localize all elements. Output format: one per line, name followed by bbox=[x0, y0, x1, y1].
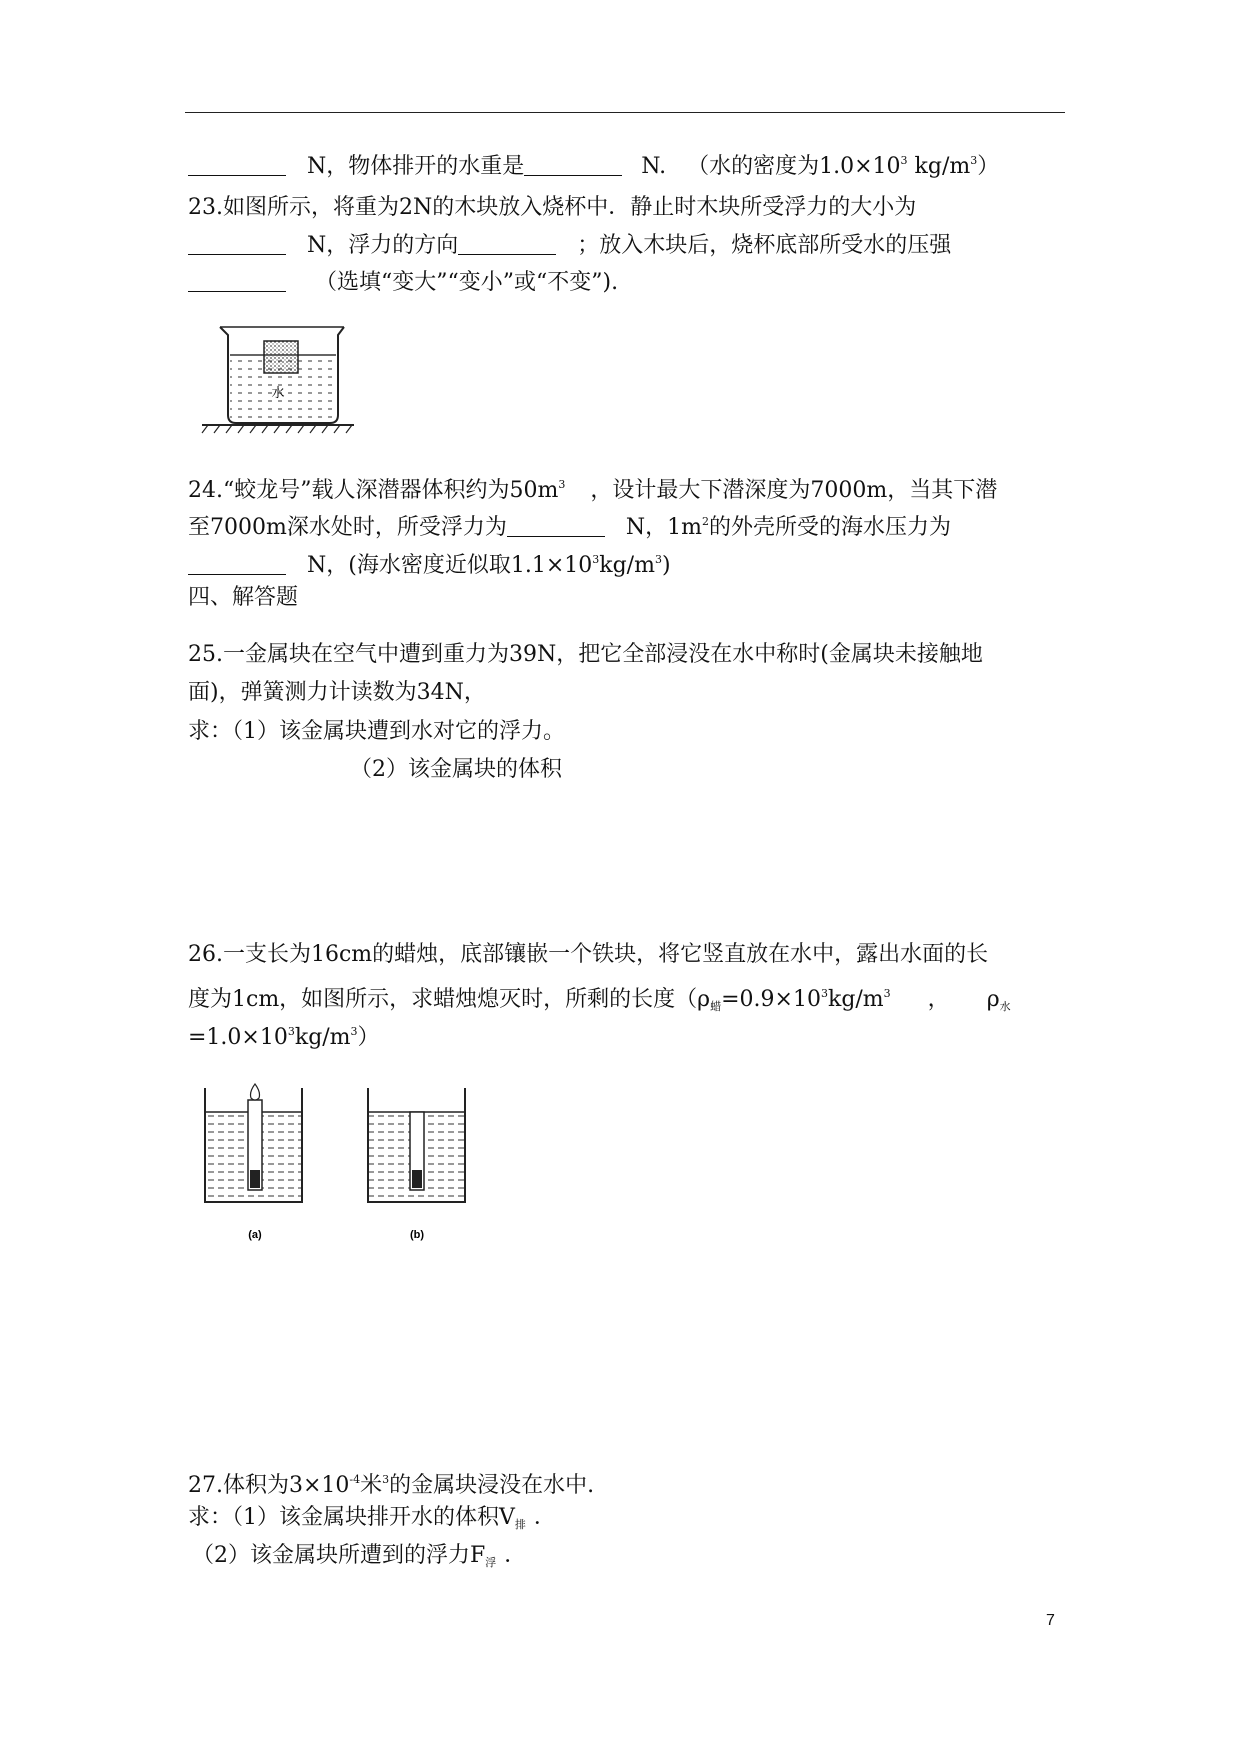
figure-a-label: (a) bbox=[248, 1229, 262, 1241]
candle-figure-b bbox=[368, 1088, 465, 1241]
candle-figure-a bbox=[205, 1084, 302, 1241]
section-title: 四、解答题 bbox=[188, 585, 299, 610]
q27-line-3: （2）该金属块所遭到的浮力$F_浮$ ． bbox=[192, 1543, 527, 1569]
answer-blank[interactable] bbox=[458, 232, 556, 255]
q24-line-2: 至7000m深水处时，所受浮力为 N，$1m^2$的外壳所受的海水压力为 bbox=[188, 515, 951, 540]
q26-line-3: $=1.0\times 10^3kg/m^3$） bbox=[188, 1025, 380, 1050]
q26-line-1: 26.一支长为16cm的蜡烛，底部镶嵌一个铁块，将它竖直放在水中，露出水面的长 bbox=[188, 942, 989, 967]
q25-line-2: 面)，弹簧测力计读数为34N， bbox=[188, 680, 486, 705]
q27-line-1: 27.体积为$3\times 10^{-4}$米$^3$的金属块浸没在水中. bbox=[188, 1473, 595, 1498]
q25-line-1: 25.一金属块在空气中遭到重力为39N，把它全部浸没在水中称时(金属块未接触地 bbox=[188, 642, 983, 667]
header-rule bbox=[185, 112, 1065, 113]
page-number: 7 bbox=[1046, 1612, 1055, 1629]
q25-line-3: 求：（1）该金属块遭到水对它的浮力。 bbox=[188, 719, 565, 744]
q25-line-4: （2）该金属块的体积 bbox=[350, 757, 562, 782]
q24-line-3: N，(海水密度近似取$1.1\times 10^3kg/m^3$) bbox=[188, 545, 671, 581]
q24-line-1: 24.“蛟龙号”载人深潜器体积约为$50m^3$ ，设计最大下潜深度为7000m，当其下潜 bbox=[188, 478, 998, 503]
answer-blank[interactable] bbox=[524, 153, 622, 176]
ground-hatch bbox=[202, 425, 352, 433]
candle-figures bbox=[198, 1080, 478, 1250]
answer-blank[interactable] bbox=[188, 153, 286, 176]
flame bbox=[251, 1084, 260, 1100]
answer-blank[interactable] bbox=[188, 552, 286, 575]
iron-block bbox=[412, 1170, 422, 1188]
q22-line: N，物体排开的水重是 N. （水的密度为$1.0\times 10^3$ $kg/m^3$） bbox=[188, 146, 999, 182]
wood-block bbox=[264, 341, 298, 373]
answer-blank[interactable] bbox=[507, 514, 605, 537]
answer-blank[interactable] bbox=[188, 269, 286, 292]
q27-line-2: 求：（1）该金属块排开水的体积$V_排$ ． bbox=[188, 1505, 556, 1531]
q26-line-2: 度为1cm，如图所示，求蜡烛熄灭时，所剩的长度（$\rho_蜡=0.9\times 10^3kg/m^3$ ， $\rho_水$ bbox=[188, 987, 1011, 1013]
beaker-figure bbox=[198, 317, 358, 442]
q23-line-2: N，浮力的方向 ；放入木块后，烧杯底部所受水的压强 bbox=[188, 231, 951, 261]
q23-line-1: 23.如图所示，将重为2N的木块放入烧杯中．静止时木块所受浮力的大小为 bbox=[188, 195, 917, 220]
q23-line-3: （选填“变大”“变小”或“不变”). bbox=[188, 268, 618, 298]
iron-block bbox=[250, 1170, 260, 1188]
figure-b-label: (b) bbox=[409, 1229, 425, 1241]
answer-blank[interactable] bbox=[188, 232, 286, 255]
figure-label-water: 水 bbox=[271, 385, 285, 400]
